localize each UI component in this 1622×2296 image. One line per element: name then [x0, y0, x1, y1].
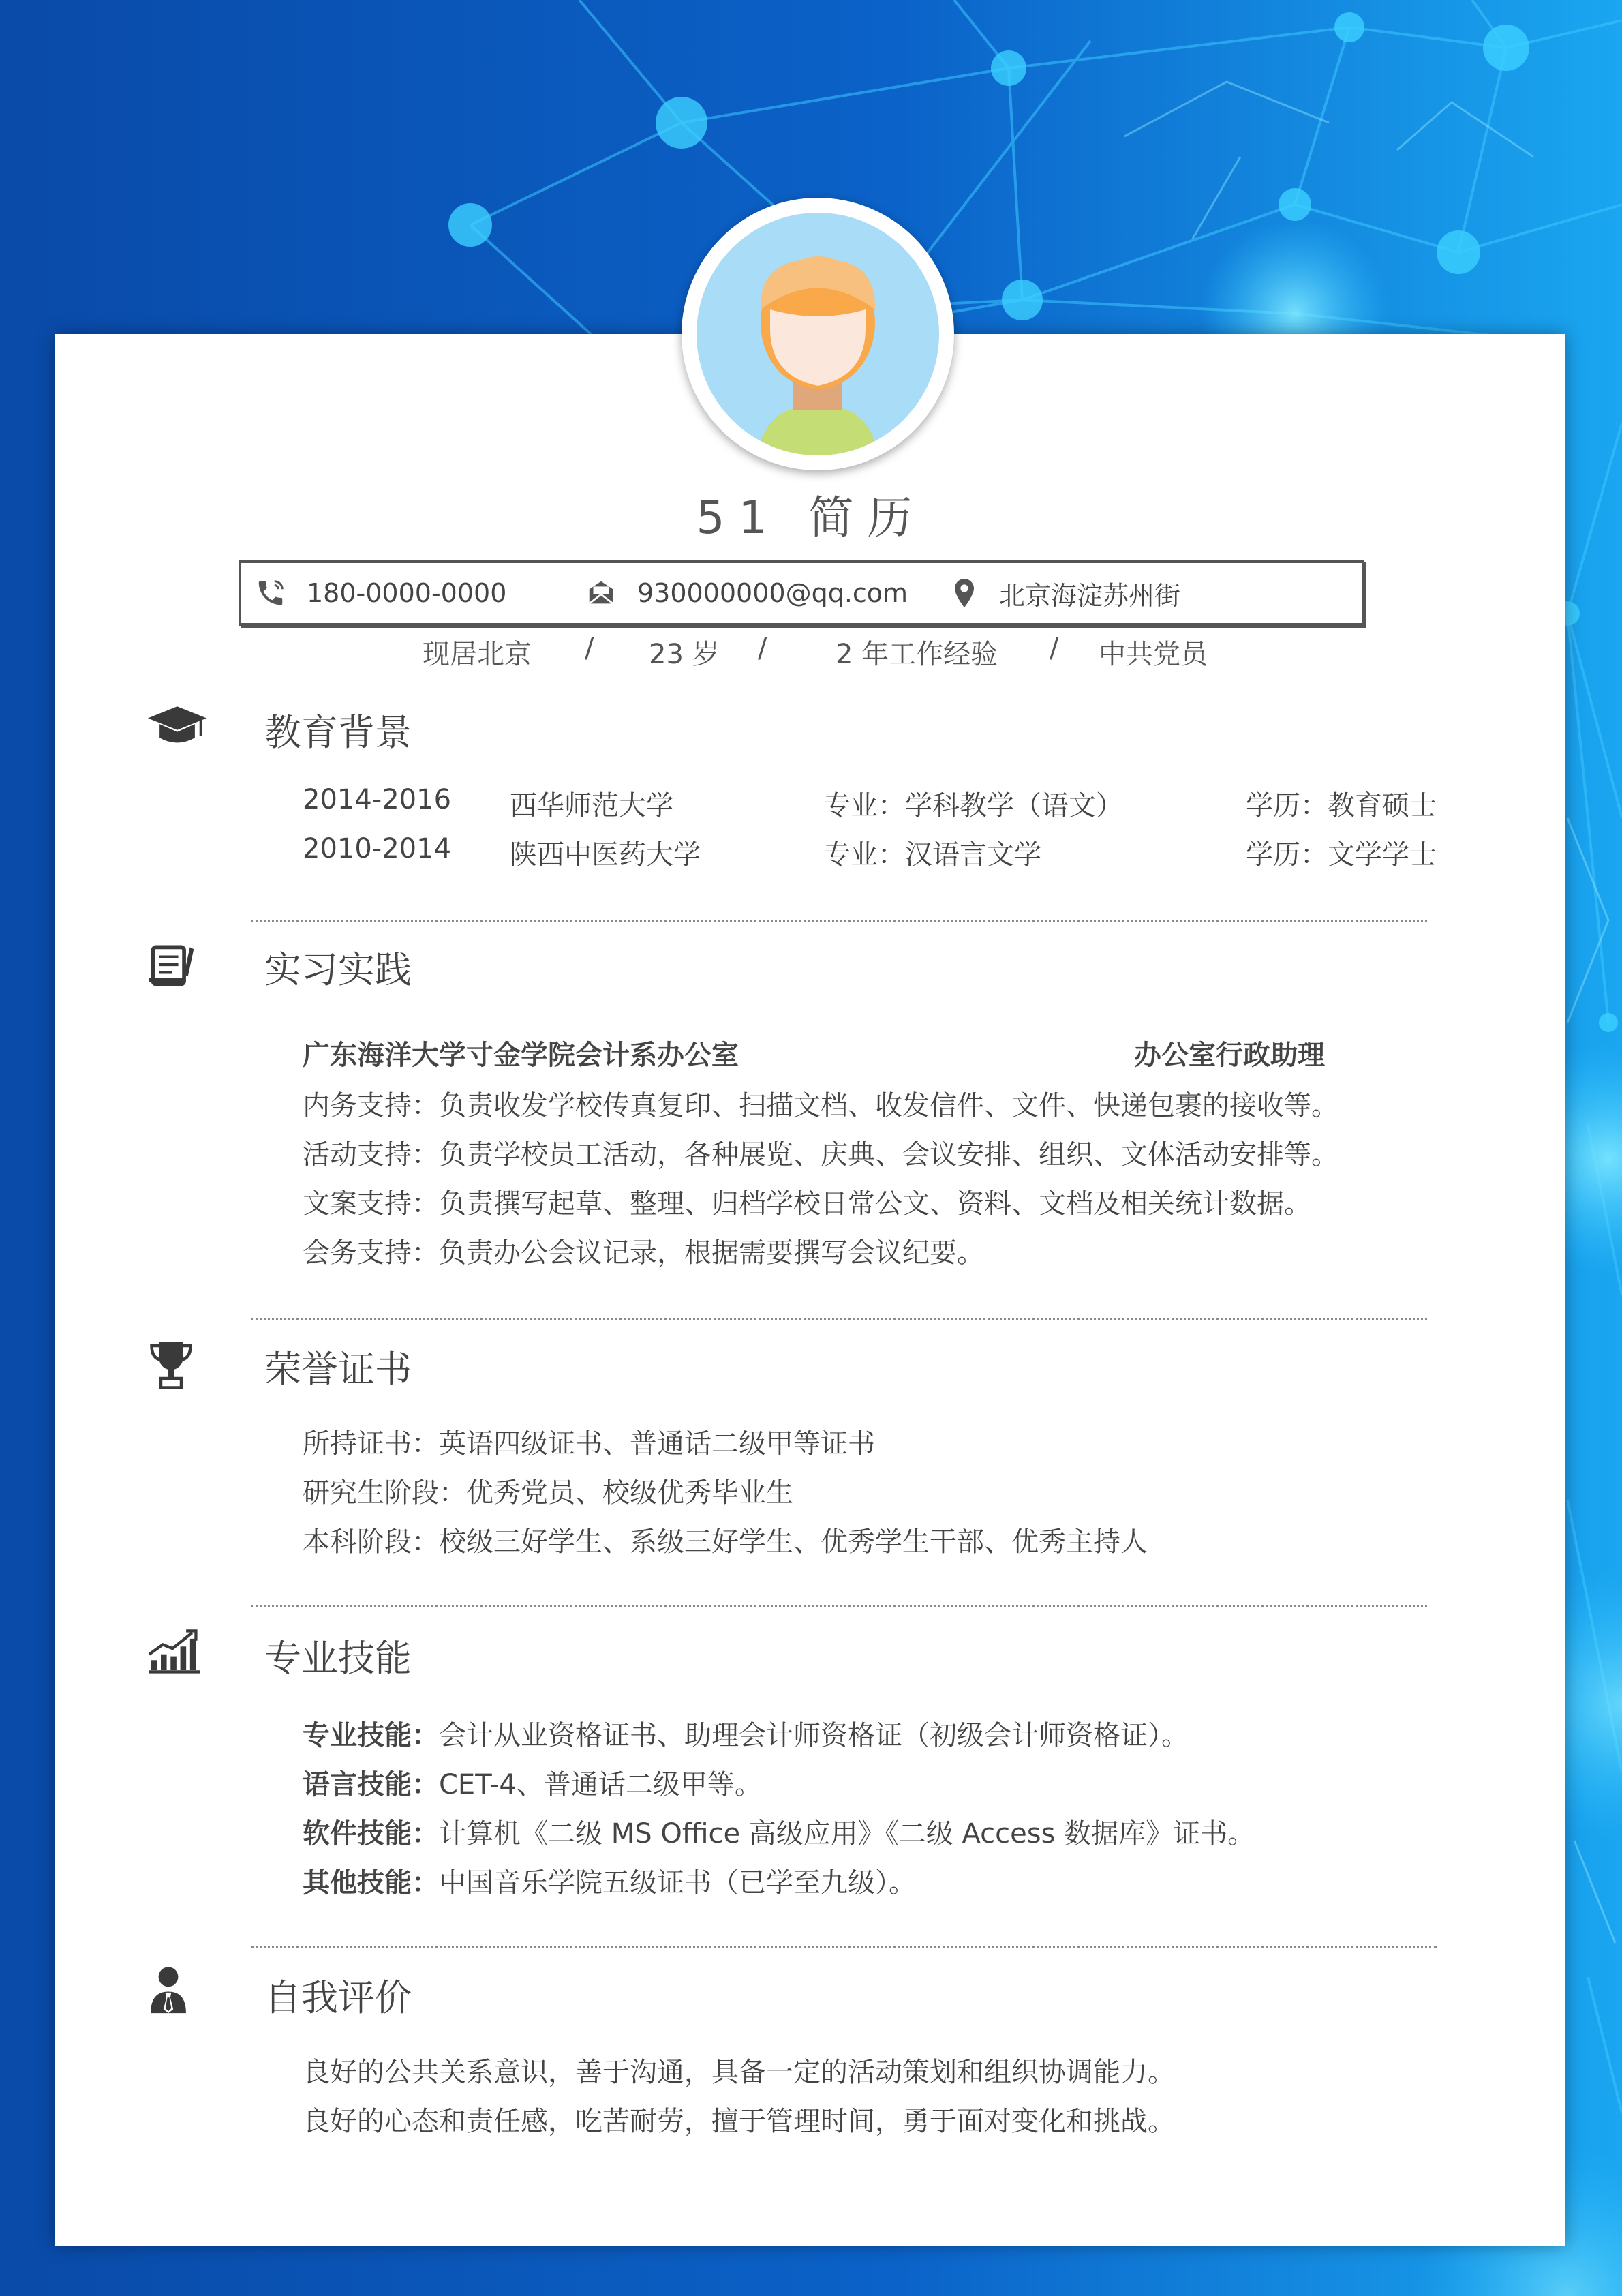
contact-email: [585, 577, 908, 609]
separator: /: [758, 633, 767, 664]
skill-text: 会计从业资格证书、助理会计师资格证（初级会计师资格证）。: [439, 1720, 1189, 1751]
internship-role: 办公室行政助理: [1134, 1040, 1325, 1071]
skill-item: [303, 1812, 1255, 1851]
education-major: 专业：学科教学（语文）: [823, 790, 1123, 821]
internship-item: 活动支持：负责学校员工活动，各种展览、庆典、会议安排、组织、文体活动安排等。: [303, 1139, 1338, 1170]
contact-bar: [239, 560, 1364, 626]
section-divider: [251, 1318, 1427, 1320]
phone-number: 180-0000-0000: [307, 578, 507, 608]
skill-label: 软件技能：: [303, 1818, 439, 1849]
internship-item: 会务支持：负责办公会议记录，根据需要撰写会议纪要。: [303, 1237, 984, 1269]
location-pin-icon: [950, 577, 979, 609]
political-status: 中共党员: [1099, 639, 1208, 670]
self-evaluation-item: 良好的公共关系意识，善于沟通，具备一定的活动策划和组织协调能力。: [303, 2057, 1175, 2088]
education-major: 专业：汉语言文学: [823, 839, 1041, 871]
section-title-self-evaluation: 自我评价: [264, 1976, 412, 2019]
education-school: 西华师范大学: [510, 790, 673, 821]
avatar-illustration-icon: [691, 207, 945, 461]
internship-organization: 广东海洋大学寸金学院会计系办公室: [303, 1040, 739, 1071]
graduation-cap-icon: [146, 702, 209, 750]
section-title-honors: 荣誉证书: [264, 1348, 412, 1391]
section-title-internship: 实习实践: [264, 948, 412, 991]
skill-text: 中国音乐学院五级证书（已学至九级）。: [439, 1867, 916, 1899]
self-evaluation-item: 良好的心态和责任感，吃苦耐劳，擅于管理时间，勇于面对变化和挑战。: [303, 2106, 1175, 2137]
education-school: 陕西中医药大学: [510, 839, 701, 871]
person-tie-icon: [149, 1966, 188, 2015]
section-divider: [251, 1605, 1427, 1607]
education-degree: 学历：文学学士: [1246, 839, 1437, 871]
internship-item: 内务支持：负责收发学校传真复印、扫描文档、收发信件、文件、快递包裹的接收等。: [303, 1090, 1338, 1121]
address-text: 北京海淀苏州街: [999, 580, 1181, 611]
skill-item: [303, 1714, 1189, 1753]
skill-label: 专业技能：: [303, 1720, 439, 1751]
envelope-icon: [585, 577, 617, 609]
section-title-skills: 专业技能: [264, 1637, 412, 1680]
honor-item: 研究生阶段：优秀党员、校级优秀毕业生: [303, 1477, 793, 1509]
education-degree: 学历：教育硕士: [1246, 790, 1437, 821]
skill-label: 其他技能：: [303, 1867, 439, 1899]
skill-label: 语言技能：: [303, 1769, 439, 1800]
internship-item: 文案支持：负责撰写起草、整理、归档学校日常公文、资料、文档及相关统计数据。: [303, 1188, 1311, 1220]
education-years: 2014-2016: [303, 784, 452, 815]
section-title-education: 教育背景: [264, 711, 412, 754]
residence: 现居北京: [423, 639, 532, 670]
section-divider: [251, 920, 1427, 922]
age: 23 岁: [649, 639, 720, 670]
work-experience: 2 年工作经验: [836, 639, 998, 670]
honor-item: 所持证书：英语四级证书、普通话二级甲等证书: [303, 1428, 875, 1460]
honor-item: 本科阶段：校级三好学生、系级三好学生、优秀学生干部、优秀主持人: [303, 1526, 1148, 1558]
education-years: 2010-2014: [303, 833, 452, 864]
trophy-icon: [149, 1338, 194, 1391]
avatar: [682, 198, 954, 470]
resume-title: 51 简历: [696, 492, 926, 544]
email-address: 930000000@qq.com: [637, 578, 908, 608]
skill-text: 计算机《二级 MS Office 高级应用》《二级 Access 数据库》证书。: [439, 1818, 1255, 1849]
phone-icon: [255, 577, 286, 609]
growth-chart-icon: [147, 1627, 202, 1674]
skill-item: [303, 1861, 916, 1900]
separator: /: [585, 633, 594, 664]
skill-item: [303, 1763, 762, 1802]
skill-text: CET-4、普通话二级甲等。: [439, 1769, 762, 1800]
personal-info-line: [0, 633, 1622, 674]
section-divider: [251, 1946, 1437, 1948]
contact-address: [950, 575, 1180, 612]
document-pen-icon: [147, 941, 198, 988]
separator: /: [1050, 633, 1059, 664]
contact-phone: [255, 577, 506, 609]
